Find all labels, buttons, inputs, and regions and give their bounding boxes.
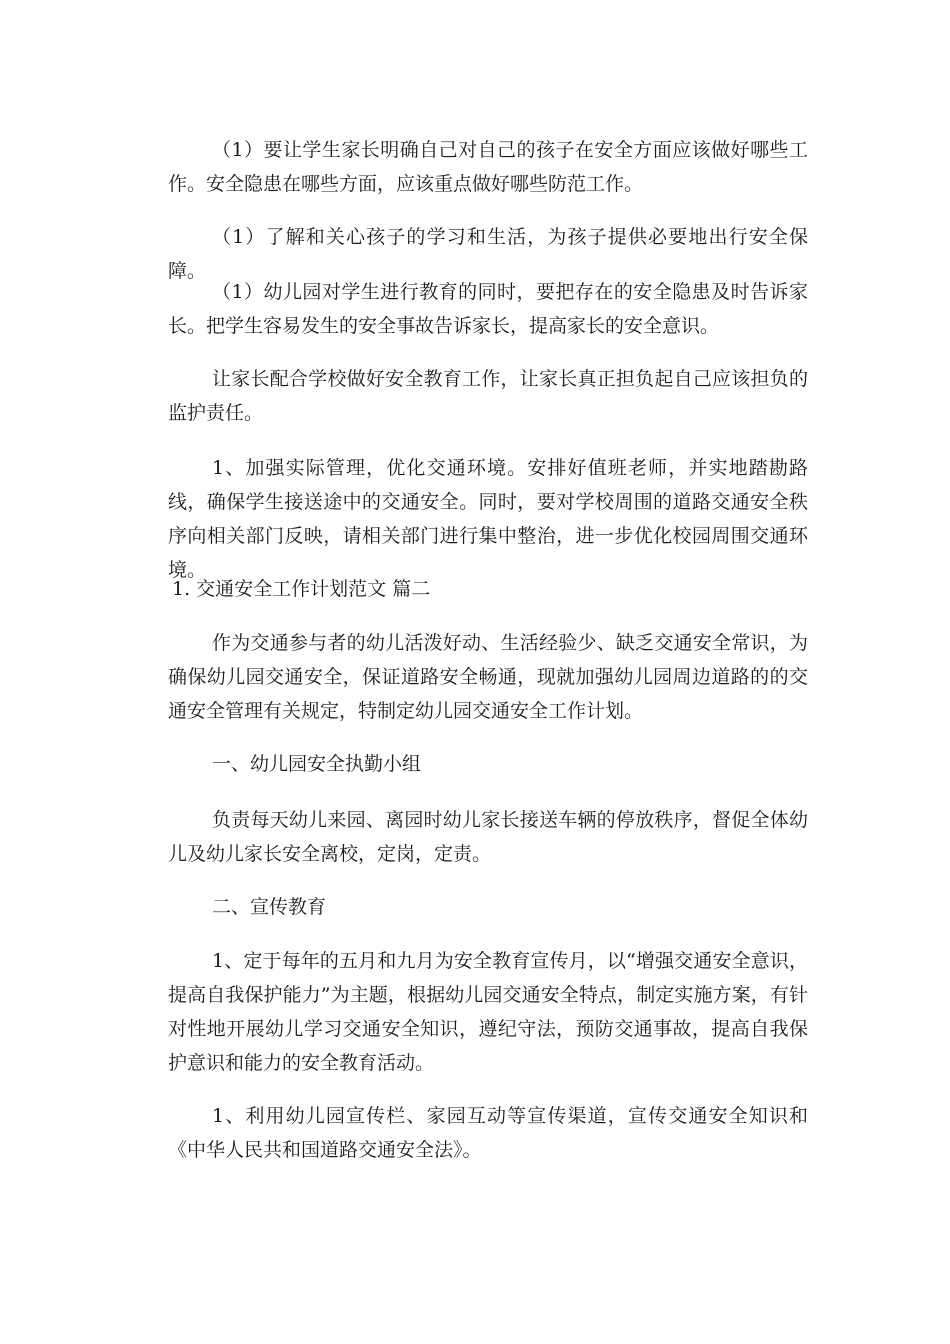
subheading-1: 一、幼儿园安全执勤小组 (212, 753, 422, 775)
paragraph-4: 让家长配合学校做好安全教育工作，让家长真正担负起自己应该担负的监护责任。 (168, 368, 808, 424)
paragraph-7: 作为交通参与者的幼儿活泼好动、生活经验少、缺乏交通安全常识，为确保幼儿园交通安全，保证道路安全畅通，现就加强幼儿园周边道路的的交通安全管理有关规定，特制定幼儿园交通安全工作计划。 (168, 632, 808, 722)
paragraph-1: （1）要让学生家长明确自己对自己的孩子在安全方面应该做好哪些工作。安全隐患在哪些方面，应该重点做好哪些防范工作。 (168, 139, 808, 195)
paragraph-11: 1、定于每年的五月和九月为安全教育宣传月，以“增强交通安全意识，提高自我保护能力”为主题，根据幼儿园交通安全特点，制定实施方案，有针对性地开展幼儿学习交通安全知识，遵纪守法，预防交通事故，提高自我保护意识和能力的安全教育活动。 (168, 950, 808, 1074)
paragraph-9: 负责每天幼儿来园、离园时幼儿家长接送车辆的停放秩序，督促全体幼儿及幼儿家长安全离校，定岗，定责。 (168, 809, 808, 865)
section-heading-2: 1. 交通安全工作计划范文 篇二 (172, 578, 431, 600)
paragraph-5: 1、加强实际管理，优化交通环境。安排好值班老师，并实地踏勘路线，确保学生接送途中的交通安全。同时，要对学校周围的道路交通安全秩序向相关部门反映，请相关部门进行集中整治，进一步优化校园周围交通环境。 (168, 457, 808, 581)
paragraph-2: （1）了解和关心孩子的学习和生活，为孩子提供必要地出行安全保障。 (168, 226, 808, 282)
subheading-2: 二、宣传教育 (212, 896, 327, 918)
paragraph-3: （1）幼儿园对学生进行教育的同时，要把存在的安全隐患及时告诉家长。把学生容易发生的安全事故告诉家长，提高家长的安全意识。 (168, 281, 808, 337)
paragraph-12: 1、利用幼儿园宣传栏、家园互动等宣传渠道，宣传交通安全知识和《中华人民共和国道路交通安全法》。 (168, 1105, 808, 1161)
